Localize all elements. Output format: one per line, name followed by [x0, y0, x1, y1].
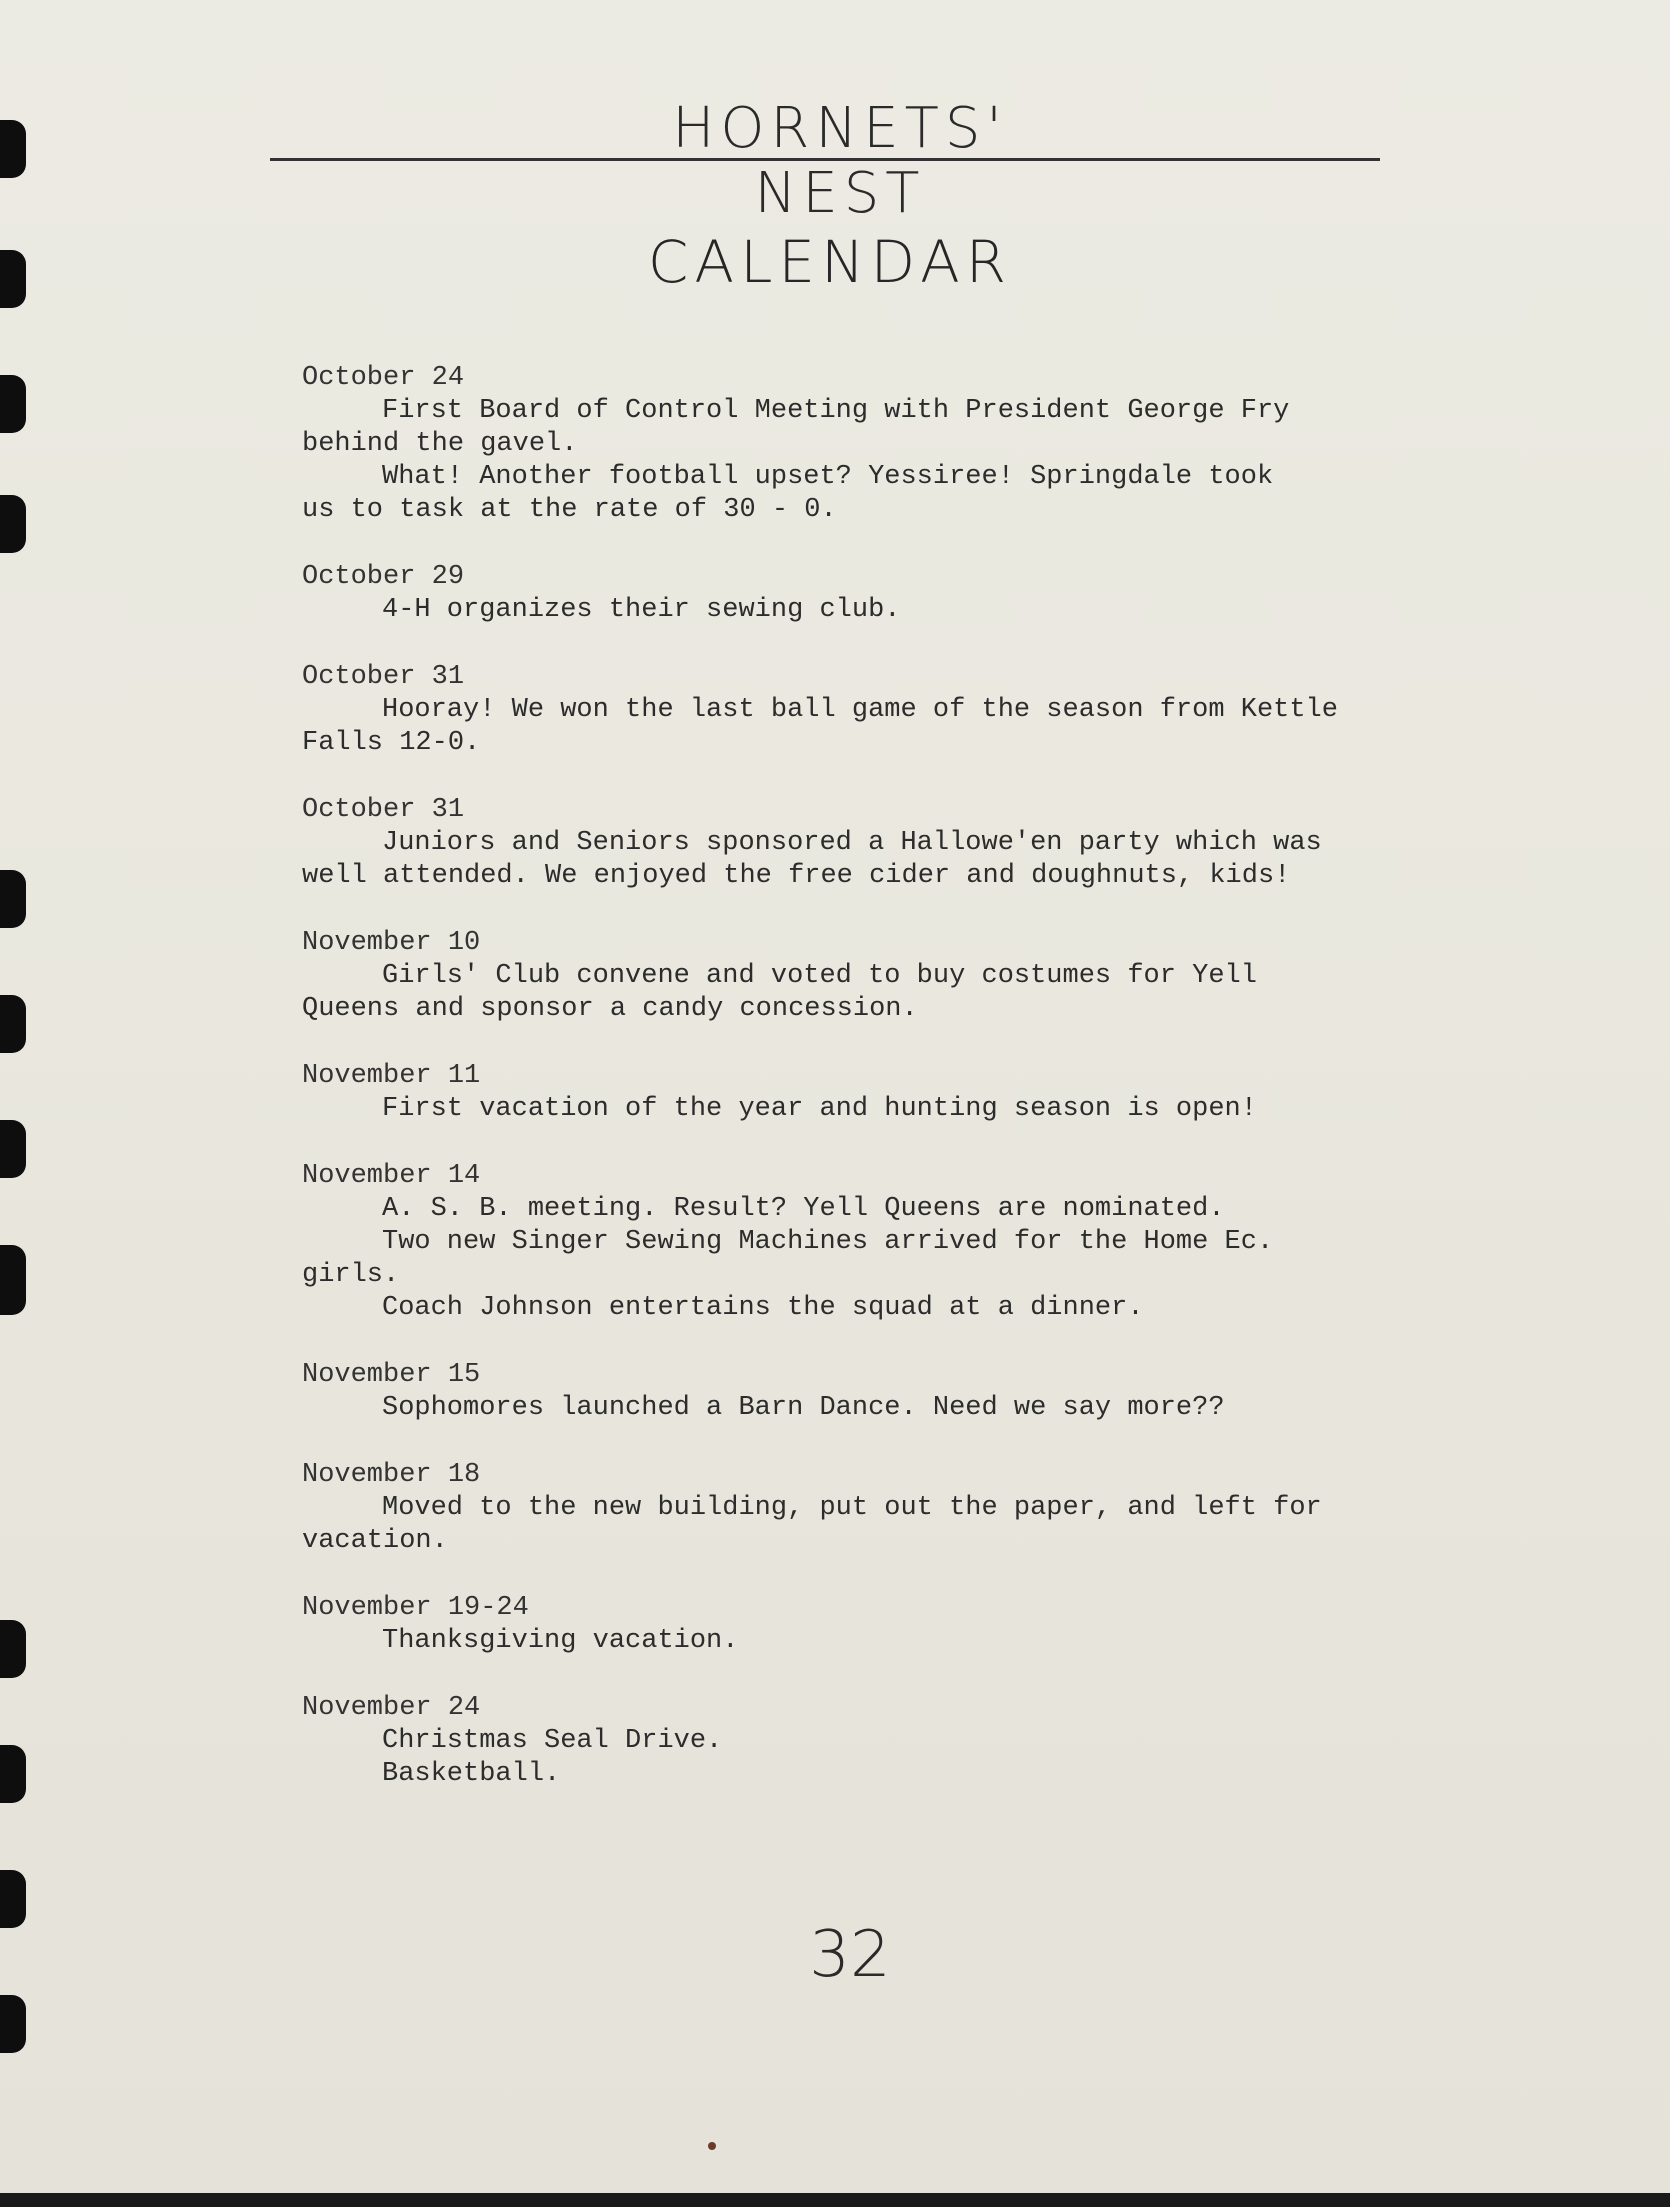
entry-text-line: 4-H organizes their sewing club. [382, 595, 901, 625]
binder-hole [0, 870, 26, 928]
entry-text-line: girls. [302, 1260, 400, 1290]
entry-text-line: Thanksgiving vacation. [382, 1626, 739, 1656]
entry-date: November 18 [302, 1460, 481, 1490]
calendar-entry [302, 794, 1392, 893]
binder-hole [0, 250, 26, 308]
calendar-entry [302, 927, 1392, 1026]
entry-text-line: well attended. We enjoyed the free cider and doughnuts, kids! [302, 861, 1291, 891]
binder-hole [0, 1870, 26, 1928]
binder-hole [0, 1245, 26, 1315]
paper-mark [708, 2142, 716, 2150]
entry-date: November 15 [302, 1360, 481, 1390]
page-number: 32 [809, 1918, 891, 1992]
entry-text-line: Girls' Club convene and voted to buy costumes for Yell [382, 961, 1257, 991]
page-bottom-edge [0, 2193, 1670, 2207]
entry-date: November 10 [302, 928, 481, 958]
binder-hole [0, 1120, 26, 1178]
calendar-entry [302, 1459, 1392, 1558]
entry-text-line: Christmas Seal Drive. [382, 1726, 723, 1756]
entry-date: November 14 [302, 1161, 481, 1191]
entry-text-line: Juniors and Seniors sponsored a Hallowe'en party which was [382, 828, 1322, 858]
entry-text-line: Hooray! We won the last ball game of the season from Kettle [382, 695, 1338, 725]
entry-date: October 24 [302, 363, 465, 393]
entry-text-line: Two new Singer Sewing Machines arrived for the Home Ec. [382, 1227, 1274, 1257]
entry-text-line: Coach Johnson entertains the squad at a dinner. [382, 1293, 1144, 1323]
entry-text-line: First vacation of the year and hunting season is open! [382, 1094, 1257, 1124]
entry-text-line: Basketball. [382, 1759, 561, 1789]
entry-date: October 31 [302, 662, 465, 692]
calendar-entry [302, 1160, 1392, 1325]
entry-text-line: behind the gavel. [302, 429, 578, 459]
entry-date: November 19-24 [302, 1593, 529, 1623]
calendar-entry [302, 362, 1392, 527]
binder-hole [0, 1995, 26, 2053]
entry-text-line: First Board of Control Meeting with President George Fry [382, 396, 1290, 426]
calendar-entry [302, 1359, 1392, 1425]
entry-text-line: A. S. B. meeting. Result? Yell Queens are nominated. [382, 1194, 1225, 1224]
entry-date: November 24 [302, 1693, 481, 1723]
entry-text-line: vacation. [302, 1526, 448, 1556]
entry-date: November 11 [302, 1061, 481, 1091]
binder-hole [0, 1620, 26, 1678]
binder-hole [0, 495, 26, 553]
entry-text-line: Queens and sponsor a candy concession. [302, 994, 918, 1024]
entry-text-line: Falls 12-0. [302, 728, 481, 758]
entry-text-line: us to task at the rate of 30 - 0. [302, 495, 837, 525]
page-header [270, 88, 1380, 226]
entry-text-line: What! Another football upset? Yessiree! Springdale took [382, 462, 1274, 492]
entry-date: October 29 [302, 562, 465, 592]
entry-text-line: Moved to the new building, put out the paper, and left for [382, 1493, 1322, 1523]
section-title: CALENDAR [647, 228, 1013, 296]
binder-hole [0, 120, 26, 178]
calendar-entry [302, 1060, 1392, 1126]
entry-date: October 31 [302, 795, 465, 825]
binder-hole [0, 995, 26, 1053]
calendar-entry [302, 561, 1392, 627]
header-title: HORNETS' NEST [672, 96, 1008, 226]
binder-hole [0, 1745, 26, 1803]
calendar-entries [302, 362, 1392, 1825]
calendar-entry [302, 661, 1392, 760]
calendar-entry [302, 1592, 1392, 1658]
calendar-entry [302, 1692, 1392, 1791]
entry-text-line: Sophomores launched a Barn Dance. Need we say more?? [382, 1393, 1225, 1423]
binder-hole [0, 375, 26, 433]
